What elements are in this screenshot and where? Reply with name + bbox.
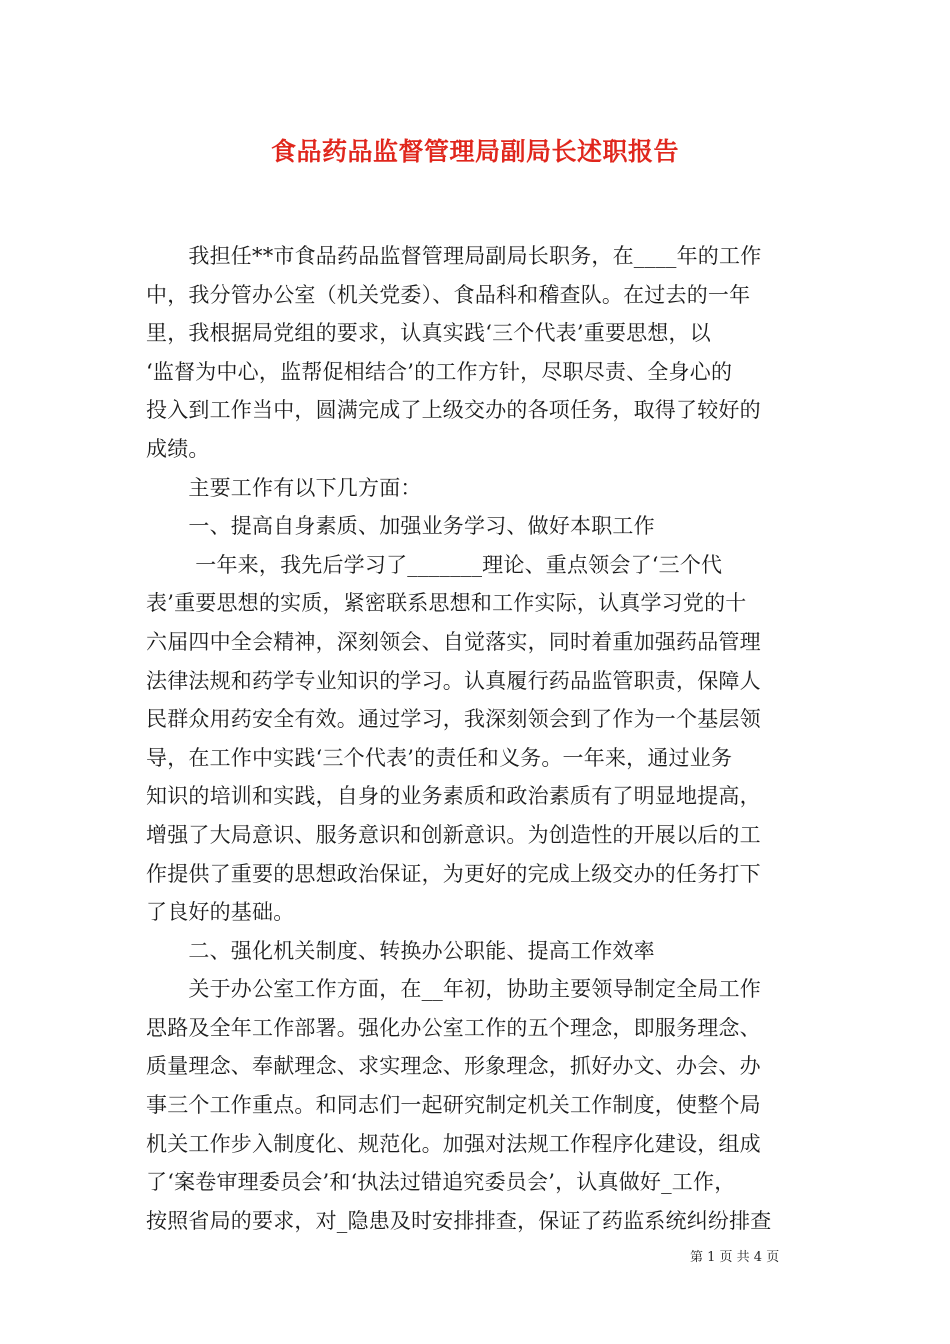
body-line: 思路及全年工作部署。强化办公室工作的五个理念，即服务理念、	[146, 1015, 761, 1040]
body-line: 表’重要思想的实质，紧密联系思想和工作实际，认真学习党的十	[146, 591, 747, 616]
body-line: 了良好的基础。	[146, 900, 295, 925]
body-line: 投入到工作当中，圆满完成了上级交办的各项任务，取得了较好的	[146, 398, 761, 423]
body-line: 里，我根据局党组的要求，认真实践‘三个代表’重要思想，以	[146, 321, 711, 346]
body-line: 关于办公室工作方面，在__年初，协助主要领导制定全局工作	[146, 977, 761, 1002]
body-line: 事三个工作重点。和同志们一起研究制定机关工作制度，使整个局	[146, 1093, 761, 1118]
body-line: 质量理念、奉献理念、求实理念、形象理念，抓好办文、办会、办	[146, 1054, 761, 1079]
body-line: 我担任**市食品药品监督管理局副局长职务，在____年的工作	[146, 244, 762, 268]
body-line: 导，在工作中实践‘三个代表’的责任和义务。一年来，通过业务	[146, 745, 733, 770]
body-line: 一、提高自身素质、加强业务学习、做好本职工作	[146, 514, 655, 539]
body-line: 知识的培训和实践，自身的业务素质和政治素质有了明显地提高，	[146, 784, 761, 809]
body-line: 作提供了重要的思想政治保证，为更好的完成上级交办的任务打下	[146, 861, 761, 886]
page-number: 第 1 页 共 4 页	[690, 1250, 780, 1265]
body-line: 二、强化机关制度、转换办公职能、提高工作效率	[146, 938, 655, 963]
body-line: 增强了大局意识、服务意识和创新意识。为创造性的开展以后的工	[146, 822, 761, 847]
body-line: 主要工作有以下几方面：	[146, 475, 422, 500]
body-line: 机关工作步入制度化、规范化。加强对法规工作程序化建设，组成	[146, 1131, 761, 1156]
body-line: 按照省局的要求，对_隐患及时安排排查，保证了药监系统纠纷排查	[146, 1208, 772, 1233]
body-line: 民群众用药安全有效。通过学习，我深刻领会到了作为一个基层领	[146, 707, 761, 732]
body-line: 成绩。	[146, 436, 210, 461]
body-line: 中，我分管办公室（机关党委）、食品科和稽查队。在过去的一年	[146, 282, 751, 307]
body-line: 一年来，我先后学习了_______理论、重点领会了‘三个代	[146, 552, 723, 577]
document-title: 食品药品监督管理局副局长述职报告	[270, 137, 679, 166]
body-line: 法律法规和药学专业知识的学习。认真履行药品监管职责，保障人	[146, 668, 761, 693]
document-body	[146, 237, 810, 1240]
body-line: 六届四中全会精神，深刻领会、自觉落实，同时着重加强药品管理	[146, 629, 761, 654]
body-line: 了‘案卷审理委员会’和‘执法过错追究委员会’，认真做好_工作，	[146, 1170, 736, 1195]
body-line: ‘监督为中心，监帮促相结合’的工作方针，尽职尽责、全身心的	[146, 359, 733, 384]
